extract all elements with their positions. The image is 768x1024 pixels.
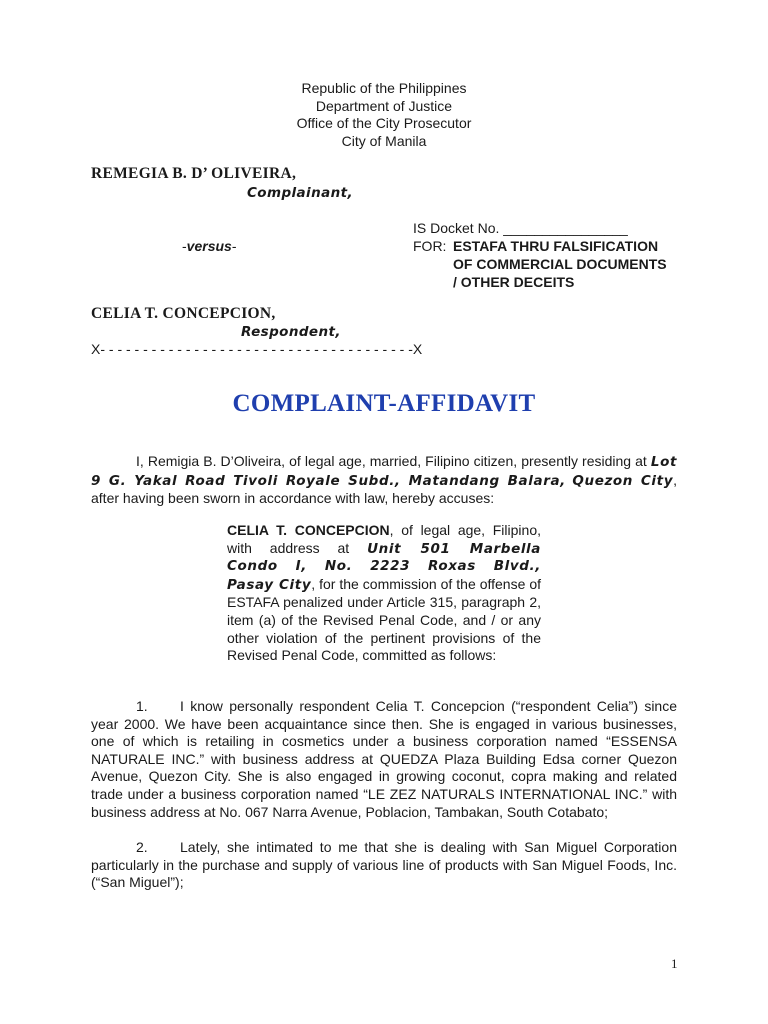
caption-separator: X- - - - - - - - - - - - - - - - - - - - - - - - - - - - - - - - - - - - -X xyxy=(91,341,423,357)
docket-number: IS Docket No. ________________ xyxy=(413,220,628,236)
page-number: 1 xyxy=(671,956,678,971)
accused-address-city: Pasay City xyxy=(227,576,312,593)
for-label: FOR: xyxy=(413,238,447,254)
offense-line-1: ESTAFA THRU FALSIFICATION xyxy=(453,238,659,254)
versus-label: -versus- xyxy=(182,238,237,254)
offense-line-2: OF COMMERCIAL DOCUMENTS xyxy=(453,256,667,272)
complainant-role: Complainant, xyxy=(247,185,353,201)
offense-line-3: / OTHER DECEITS xyxy=(453,274,575,290)
paragraph-1-number: 1. xyxy=(136,698,148,714)
intro-paragraph: I, Remigia B. D’Oliveira, of legal age, married, Filipino citizen, presently residing at Lot 9 G. Yakal Road Tivoli Royale Subd., Matandang Balara, Quezon City, after having been sworn in accordance with law, hereby accuses: xyxy=(91,453,678,507)
accused-block: CELIA T. CONCEPCION, of legal age, Filipino, with address at Unit 501 Marbella Condo I, No. 2223 Roxas Blvd., Pasay City, for the commission of the offense of ESTAFA penalized under Article 315, paragraph 2, item (a) of the Revised Penal Code, and / or any other violation of the pertinent provisions of the Revised Penal Code, committed as follows: xyxy=(227,522,541,664)
accused-address-line-1: Unit 501 Marbella xyxy=(367,540,541,557)
header-line-city: City of Manila xyxy=(341,132,427,149)
accused-name: CELIA T. CONCEPCION xyxy=(227,522,390,538)
respondent-role: Respondent, xyxy=(241,324,341,340)
respondent-name: CELIA T. CONCEPCION, xyxy=(91,305,276,322)
document-title: COMPLAINT-AFFIDAVIT xyxy=(232,390,536,417)
header-line-office: Office of the City Prosecutor xyxy=(296,115,472,131)
complainant-address: Lot 9 G. Yakal Road Tivoli Royale Subd., Matandang Balara, xyxy=(91,454,678,489)
accused-address-line-2: Condo I, No. 2223 Roxas Blvd., xyxy=(227,558,541,575)
paragraph-2: 2. Lately, she intimated to me that she is dealing with San Miguel Corporation particularly in the purchase and supply of various line of products with San Miguel Foods, Inc. (“San Miguel”); xyxy=(91,839,677,891)
paragraph-2-number: 2. xyxy=(136,839,148,855)
complainant-name: REMEGIA B. D’ OLIVEIRA, xyxy=(91,165,297,182)
complainant-city: Quezon City xyxy=(572,472,674,489)
header-line-republic: Republic of the Philippines xyxy=(301,80,467,96)
paragraph-1: 1. I know personally respondent Celia T. Concepcion (“respondent Celia”) since year 2000. We have been acquaintance since then. She is engaged in various businesses, one of which is retailing in cosmetics under a business corporation named “ESSENSA NATURALE INC.” with business address at QUEDZA Plaza Building Edsa corner Quezon Avenue, Quezon City. She is also engaged in growing coconut, copra making and related trade under a business corporation named “LE ZEZ NATURALS INTERNATIONAL INC.” with business address at No. 067 Narra Avenue, Poblacion, Tambakan, South Cotabato; xyxy=(91,698,677,820)
header-line-department: Department of Justice xyxy=(315,97,453,114)
